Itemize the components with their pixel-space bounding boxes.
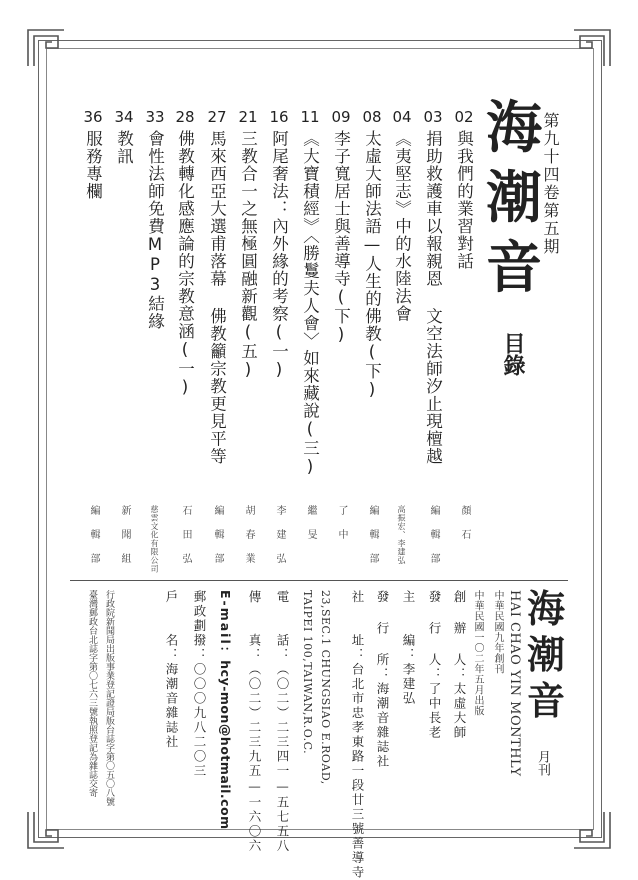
issue-number: 第九十四卷第五期	[539, 112, 562, 256]
colophon-row	[319, 590, 333, 785]
masthead-char-2: 潮	[486, 170, 542, 226]
colophon-row-value: （〇二）二三四一—五七五八	[275, 663, 290, 854]
colophon-row-value: 23,SEC.1 CHUNGSIAO E.ROAD,	[319, 590, 332, 785]
toc-item-title[interactable]: 太虛大師法語—人生的佛教(下)	[363, 130, 380, 400]
toc-page-number: 28	[170, 108, 200, 126]
colophon-row-label: 郵政劃撥：	[192, 590, 207, 663]
corner-ornament-top-left	[24, 26, 68, 70]
toc-item-author: 李建弘	[272, 505, 287, 577]
toc-item-title[interactable]: 三教合一之無極圓融新觀(五)	[239, 130, 256, 380]
colophon-row-value: 太虛大師	[452, 682, 467, 740]
toc-item-title[interactable]: 馬來西亞大選甫落幕 佛教籲宗教更見平等	[208, 130, 225, 465]
colophon-row-value: 台北市忠孝東路一段廿三號善導寺	[350, 663, 365, 880]
toc-item-title[interactable]: 服務專欄	[84, 130, 101, 200]
toc-page-number: 04	[387, 108, 417, 126]
toc-item-author: 顏石	[457, 505, 472, 553]
colophon-row-value[interactable]: hcy-mon@hotmail.com	[218, 660, 233, 829]
toc-page-number: 02	[449, 108, 479, 126]
toc-heading: 目錄	[497, 332, 528, 376]
toc-item-author: 繼旻	[303, 505, 318, 553]
colophon-row-label: 創 辦 人：	[452, 590, 467, 682]
toc-item-title[interactable]: 阿尾奢法：內外緣的考察(一)	[270, 130, 287, 380]
toc-page-number: 09	[326, 108, 356, 126]
toc-item-author: 編輯部	[86, 505, 101, 577]
colophon-row-value: （〇二）二三九五—一六〇六	[247, 663, 262, 854]
toc-item-author: 編輯部	[426, 505, 441, 577]
toc-item-author: 胡春業	[241, 505, 256, 577]
colophon-logo-char-2: 潮	[527, 636, 565, 674]
toc-page-number: 16	[264, 108, 294, 126]
corner-ornament-top-right	[570, 26, 614, 70]
colophon-row	[218, 590, 239, 830]
toc-item-title[interactable]: 教訊	[115, 130, 132, 165]
colophon-row	[245, 590, 263, 854]
toc-page-number: 03	[418, 108, 448, 126]
toc-item-author: 新聞組	[117, 505, 132, 577]
section-divider	[70, 580, 568, 581]
toc-item-author: 高振宏、李建弘	[396, 505, 407, 565]
corner-ornament-bottom-left	[24, 808, 68, 852]
colophon-row-label: 傳 真：	[247, 590, 262, 663]
toc-page-number: 27	[202, 108, 232, 126]
colophon-row-value: 海潮音雜誌社	[164, 663, 179, 750]
masthead-char-1: 海	[486, 100, 542, 156]
colophon-logo-char-3: 音	[527, 682, 565, 720]
toc-page-number: 33	[140, 108, 170, 126]
toc-item-title[interactable]: 佛教轉化感應論的宗教意涵(一)	[176, 130, 193, 398]
colophon-row-value: TAIPEI 100,TAIWAN,R.O.C.	[301, 590, 314, 754]
toc-item-title[interactable]: 會性法師免費MP3結緣	[146, 130, 163, 330]
colophon-row-label: 主 編：	[401, 590, 416, 663]
toc-item-title[interactable]: 《夷堅志》中的水陸法會	[393, 130, 410, 323]
colophon-row-value: 了中長老	[427, 682, 442, 740]
colophon-row-label: E-mail：	[218, 590, 233, 660]
colophon-row	[190, 590, 208, 779]
colophon-row	[373, 590, 391, 769]
colophon-logo-char-1: 海	[527, 590, 565, 628]
toc-item-author: 編輯部	[365, 505, 380, 577]
toc-page-number: 11	[295, 108, 325, 126]
colophon-row	[450, 590, 468, 740]
toc-item-author: 石田弘	[178, 505, 193, 577]
toc-page-number: 21	[233, 108, 263, 126]
monthly-label: 月刊	[533, 750, 552, 776]
toc-item-author: 編輯部	[210, 505, 225, 577]
english-title: HAI CHAO YIN MONTHLY	[507, 590, 522, 776]
colophon-row-label: 發 行 人：	[427, 590, 442, 682]
colophon-row-label: 戶 名：	[164, 590, 179, 663]
toc-page-number: 34	[109, 108, 139, 126]
colophon-row-label: 社 址：	[350, 590, 365, 663]
colophon-row	[399, 590, 417, 706]
colophon-row-label: 電 話：	[275, 590, 290, 663]
colophon-row	[301, 590, 315, 754]
colophon-row-label: 發 行 所：	[375, 590, 390, 682]
colophon-row-value: 李建弘	[401, 663, 416, 707]
toc-item-title[interactable]: 捐助救護車以報親恩 文空法師汐止現檀越	[424, 130, 441, 465]
published-date: 中華民國一〇二年五月出版	[470, 590, 485, 716]
toc-page-number: 08	[357, 108, 387, 126]
colophon-row-value: 海潮音雜誌社	[375, 682, 390, 769]
registration-line-2: 臺灣郵政台北誌字第〇七六三號執照登記為雜誌交寄	[86, 590, 99, 797]
colophon-row-value: 〇〇〇九八二〇三	[192, 663, 207, 779]
colophon-row	[162, 590, 180, 750]
registration-line-1: 行政院新聞局出版事業登記證局版台誌字第〇五〇八號	[103, 590, 116, 806]
founded-date: 中華民國九年創刊	[490, 590, 505, 674]
masthead-char-3: 音	[486, 240, 542, 296]
corner-ornament-bottom-right	[570, 808, 614, 852]
colophon-row	[425, 590, 443, 740]
colophon-row	[273, 590, 291, 854]
toc-item-title[interactable]: 李子寬居士與善導寺(下)	[332, 130, 349, 345]
toc-page-number: 36	[78, 108, 108, 126]
toc-item-title[interactable]: 與我們的業習對話	[455, 130, 472, 270]
colophon-row	[348, 590, 366, 880]
toc-item-title[interactable]: 《大寶積經》〈勝鬘夫人會〉如來藏說(三)	[301, 130, 318, 477]
toc-item-author: 了中	[334, 505, 349, 553]
toc-item-author: 慈雲文化有限公司	[149, 505, 160, 573]
